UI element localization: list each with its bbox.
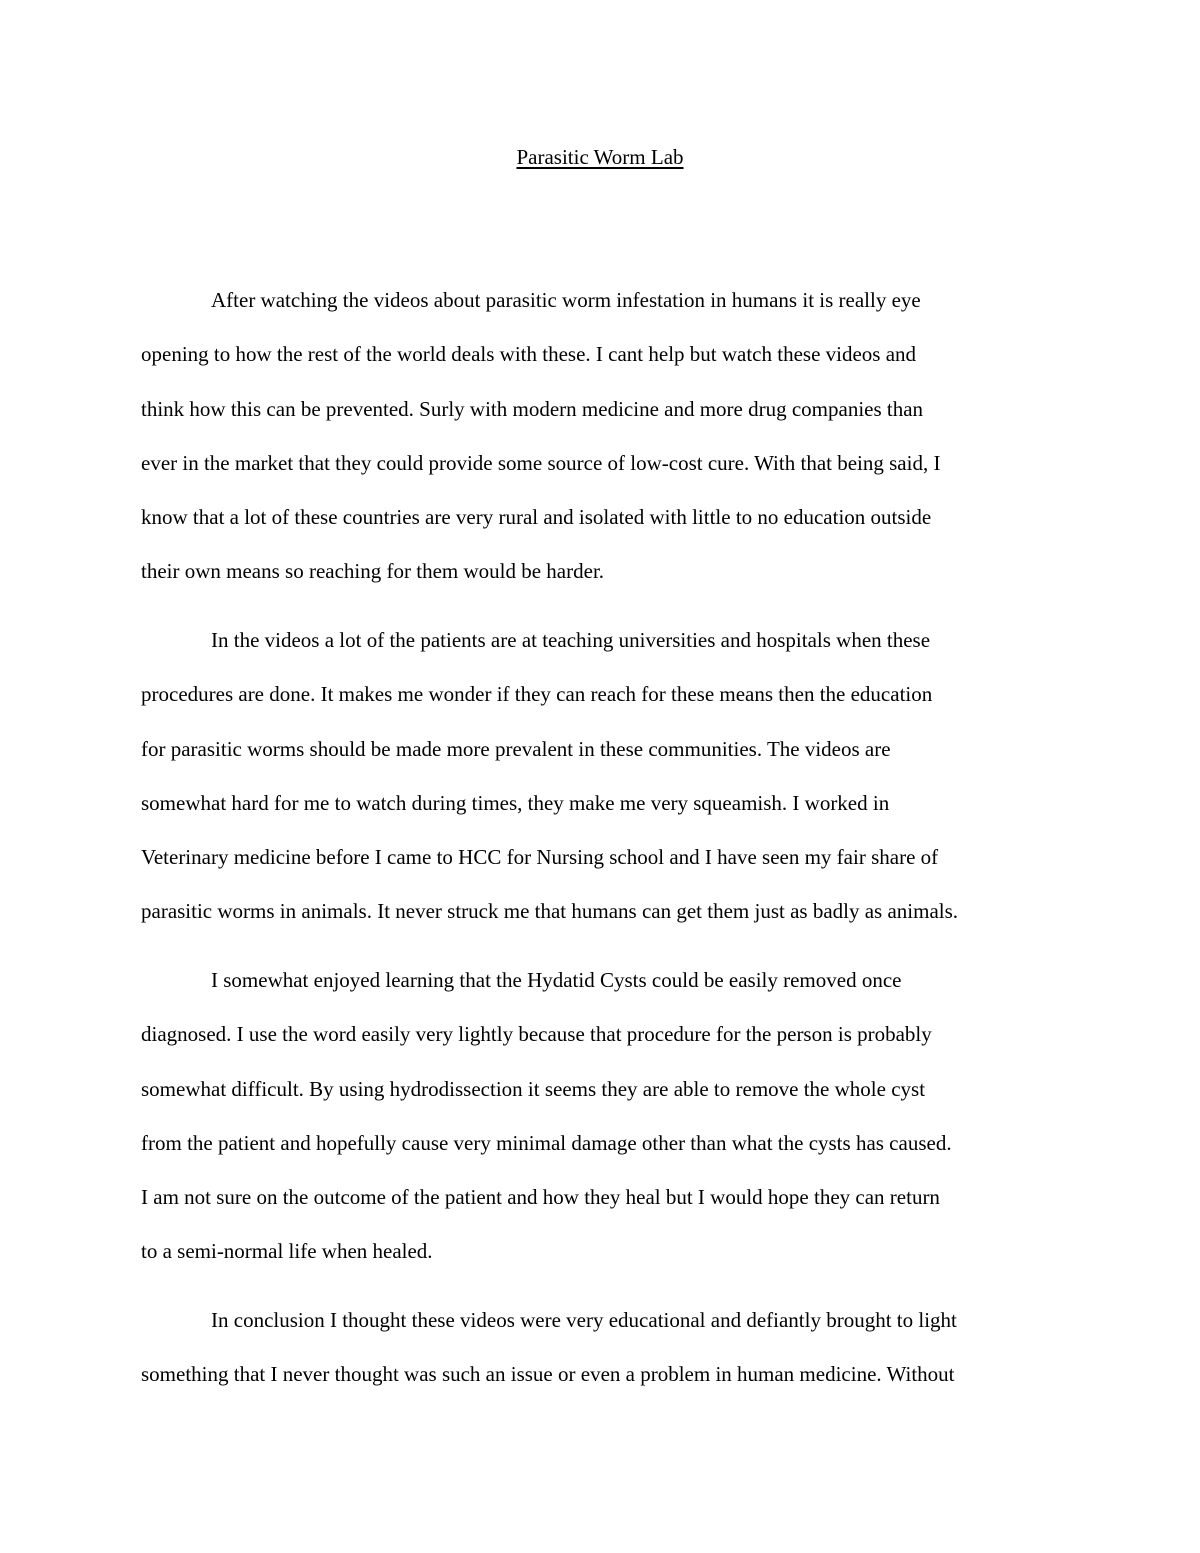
text-line: somewhat hard for me to watch during times, they make me very squeamish. I worked in (141, 790, 890, 815)
text-line: something that I never thought was such an issue or even a problem in human medicine. Without (141, 1362, 955, 1387)
paragraph-4 (141, 1293, 1059, 1402)
paragraph-2 (141, 613, 1059, 939)
text-line: for parasitic worms should be made more prevalent in these communities. The videos are (141, 736, 891, 761)
text-line: from the patient and hopefully cause very minimal damage other than what the cysts has caused. (141, 1130, 952, 1155)
text-line: parasitic worms in animals. It never struck me that humans can get them just as badly as animals. (141, 899, 959, 924)
text-line: opening to how the rest of the world deals with these. I cant help but watch these videos and (141, 342, 917, 367)
text-line: In conclusion I thought these videos were very educational and defiantly brought to light (211, 1308, 957, 1332)
paragraph-1 (141, 273, 1059, 599)
text-line: their own means so reaching for them would be harder. (141, 559, 605, 584)
text-line: diagnosed. I use the word easily very lightly because that procedure for the person is probably (141, 1022, 932, 1047)
text-line: After watching the videos about parasitic worm infestation in humans it is really eye (211, 288, 921, 312)
paragraph-3 (141, 953, 1059, 1279)
document-title: Parasitic Worm Lab (516, 145, 684, 169)
text-line: In the videos a lot of the patients are at teaching universities and hospitals when these (211, 628, 931, 652)
text-line: Veterinary medicine before I came to HCC for Nursing school and I have seen my fair share of (141, 845, 939, 869)
text-line: think how this can be prevented. Surly with modern medicine and more drug companies than (141, 396, 924, 421)
text-line: know that a lot of these countries are very rural and isolated with little to no education outside (141, 505, 932, 529)
text-line: procedures are done. It makes me wonder if they can reach for these means then the education (141, 682, 933, 707)
text-line: to a semi-normal life when healed. (141, 1239, 433, 1264)
document-body (141, 273, 1059, 1416)
text-line: I am not sure on the outcome of the patient and how they heal but I would hope they can return (141, 1185, 940, 1209)
text-line: ever in the market that they could provide some source of low-cost cure. With that being said, I (141, 450, 941, 475)
text-line: I somewhat enjoyed learning that the Hydatid Cysts could be easily removed once (211, 968, 902, 992)
text-line: somewhat difficult. By using hydrodissection it seems they are able to remove the whole cyst (141, 1076, 926, 1101)
